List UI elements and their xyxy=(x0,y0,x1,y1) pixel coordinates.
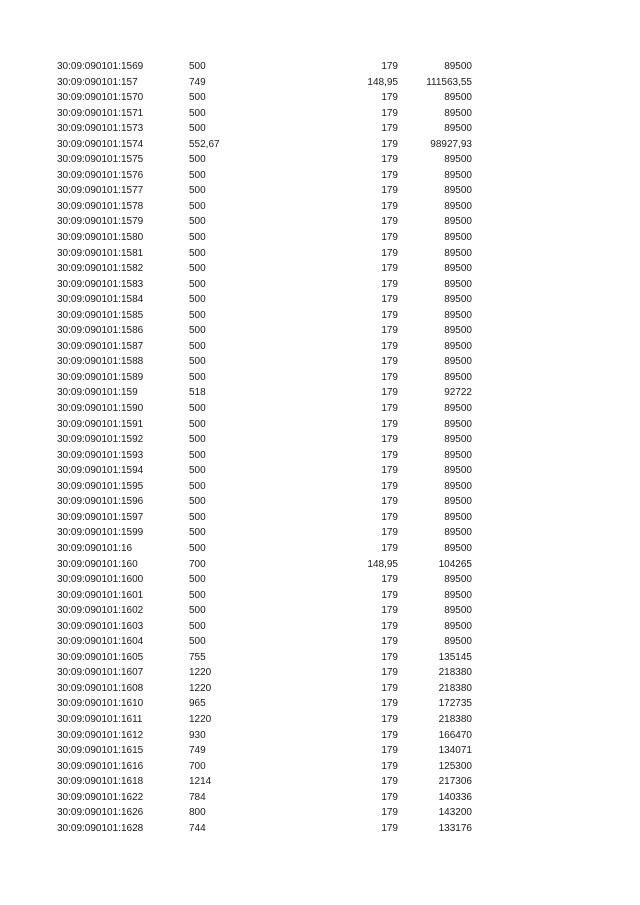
table-row xyxy=(0,650,640,666)
cadastral-number-cell: 30:09:090101:1611 xyxy=(57,713,143,725)
table-row xyxy=(0,199,640,215)
cadastral-number-cell: 30:09:090101:1577 xyxy=(57,185,144,197)
rate-cell: 179 xyxy=(381,154,398,166)
cadastral-number-cell: 30:09:090101:1626 xyxy=(57,807,144,819)
cadastral-number-cell: 30:09:090101:1599 xyxy=(57,527,144,539)
area-cell: 500 xyxy=(189,465,206,477)
area-cell: 500 xyxy=(189,61,206,72)
rate-cell: 179 xyxy=(381,729,398,741)
area-cell: 744 xyxy=(189,822,206,834)
total-cell: 89500 xyxy=(444,356,472,368)
table-row xyxy=(0,712,640,728)
area-cell: 755 xyxy=(189,651,206,663)
cadastral-number-cell: 30:09:090101:1586 xyxy=(57,325,144,337)
rate-cell: 179 xyxy=(381,667,398,679)
area-cell: 500 xyxy=(189,123,206,135)
rate-cell: 179 xyxy=(381,232,398,244)
area-cell: 500 xyxy=(189,542,206,554)
area-cell: 552,67 xyxy=(189,138,220,150)
total-cell: 89500 xyxy=(444,185,472,197)
table-row xyxy=(0,401,640,417)
total-cell: 140336 xyxy=(438,791,472,803)
area-cell: 500 xyxy=(189,605,206,617)
total-cell: 89500 xyxy=(444,232,472,244)
area-cell: 500 xyxy=(189,620,206,632)
rate-cell: 179 xyxy=(381,776,398,788)
area-cell: 500 xyxy=(189,589,206,601)
area-cell: 500 xyxy=(189,216,206,228)
table-row xyxy=(0,432,640,448)
rate-cell: 179 xyxy=(381,822,398,834)
cadastral-number-cell: 30:09:090101:1592 xyxy=(57,434,144,446)
table-row xyxy=(0,759,640,775)
table-row xyxy=(0,90,640,106)
cadastral-number-cell: 30:09:090101:1618 xyxy=(57,776,144,788)
total-cell: 89500 xyxy=(444,263,472,275)
table-row xyxy=(0,152,640,168)
area-cell: 500 xyxy=(189,263,206,275)
cadastral-number-cell: 30:09:090101:1581 xyxy=(57,247,144,259)
cadastral-number-cell: 30:09:090101:1602 xyxy=(57,605,144,617)
table-row xyxy=(0,75,640,91)
cadastral-number-cell: 30:09:090101:1578 xyxy=(57,200,144,212)
rate-cell: 179 xyxy=(381,791,398,803)
total-cell: 217306 xyxy=(438,776,472,788)
rate-cell: 179 xyxy=(381,434,398,446)
total-cell: 89500 xyxy=(444,247,472,259)
total-cell: 89500 xyxy=(444,496,472,508)
cadastral-number-cell: 30:09:090101:1574 xyxy=(57,138,144,150)
rate-cell: 179 xyxy=(381,309,398,321)
rate-cell: 179 xyxy=(381,107,398,119)
total-cell: 172735 xyxy=(438,698,472,710)
cadastral-number-cell: 30:09:090101:1590 xyxy=(57,403,144,415)
area-cell: 500 xyxy=(189,200,206,212)
area-cell: 749 xyxy=(189,76,206,88)
area-cell: 500 xyxy=(189,107,206,119)
table-row xyxy=(0,230,640,246)
rate-cell: 179 xyxy=(381,200,398,212)
rate-cell: 179 xyxy=(381,216,398,228)
cadastral-number-cell: 30:09:090101:1582 xyxy=(57,263,144,275)
total-cell: 89500 xyxy=(444,278,472,290)
rate-cell: 179 xyxy=(381,449,398,461)
table-row xyxy=(0,479,640,495)
spreadsheet-table xyxy=(0,59,640,836)
cadastral-number-cell: 30:09:090101:1588 xyxy=(57,356,144,368)
table-row xyxy=(0,277,640,293)
area-cell: 500 xyxy=(189,636,206,648)
area-cell: 500 xyxy=(189,169,206,181)
rate-cell: 179 xyxy=(381,620,398,632)
total-cell: 89500 xyxy=(444,574,472,586)
total-cell: 166470 xyxy=(438,729,472,741)
cadastral-number-cell: 30:09:090101:159 xyxy=(57,387,138,399)
table-row xyxy=(0,308,640,324)
total-cell: 89500 xyxy=(444,294,472,306)
total-cell: 104265 xyxy=(438,558,472,570)
total-cell: 218380 xyxy=(438,667,472,679)
total-cell: 89500 xyxy=(444,434,472,446)
table-row xyxy=(0,821,640,837)
rate-cell: 179 xyxy=(381,745,398,757)
area-cell: 500 xyxy=(189,232,206,244)
cadastral-number-cell: 30:09:090101:1605 xyxy=(57,651,144,663)
total-cell: 89500 xyxy=(444,511,472,523)
area-cell: 500 xyxy=(189,340,206,352)
rate-cell: 179 xyxy=(381,169,398,181)
area-cell: 500 xyxy=(189,278,206,290)
rate-cell: 179 xyxy=(381,123,398,135)
rate-cell: 179 xyxy=(381,527,398,539)
total-cell: 135145 xyxy=(438,651,472,663)
table-row xyxy=(0,137,640,153)
total-cell: 89500 xyxy=(444,542,472,554)
table-row xyxy=(0,572,640,588)
area-cell: 1220 xyxy=(189,667,212,679)
table-row xyxy=(0,634,640,650)
area-cell: 500 xyxy=(189,92,206,104)
total-cell: 218380 xyxy=(438,713,472,725)
rate-cell: 148,95 xyxy=(367,558,398,570)
area-cell: 500 xyxy=(189,247,206,259)
area-cell: 965 xyxy=(189,698,206,710)
cadastral-number-cell: 30:09:090101:1580 xyxy=(57,232,144,244)
total-cell: 89500 xyxy=(444,418,472,430)
area-cell: 500 xyxy=(189,325,206,337)
table-row xyxy=(0,790,640,806)
cadastral-number-cell: 30:09:090101:1570 xyxy=(57,92,144,104)
table-row xyxy=(0,339,640,355)
cadastral-number-cell: 30:09:090101:1585 xyxy=(57,309,144,321)
cadastral-number-cell: 30:09:090101:160 xyxy=(57,558,138,570)
table-row xyxy=(0,696,640,712)
area-cell: 500 xyxy=(189,309,206,321)
total-cell: 89500 xyxy=(444,169,472,181)
table-row xyxy=(0,681,640,697)
cadastral-number-cell: 30:09:090101:1591 xyxy=(57,418,144,430)
table-row xyxy=(0,728,640,744)
rate-cell: 179 xyxy=(381,574,398,586)
rate-cell: 179 xyxy=(381,403,398,415)
rate-cell: 179 xyxy=(381,185,398,197)
area-cell: 500 xyxy=(189,449,206,461)
total-cell: 89500 xyxy=(444,465,472,477)
table-row xyxy=(0,665,640,681)
rate-cell: 179 xyxy=(381,651,398,663)
total-cell: 89500 xyxy=(444,107,472,119)
rate-cell: 148,95 xyxy=(367,76,398,88)
rate-cell: 179 xyxy=(381,760,398,772)
table-row xyxy=(0,323,640,339)
area-cell: 500 xyxy=(189,356,206,368)
table-row xyxy=(0,525,640,541)
cadastral-number-cell: 30:09:090101:1579 xyxy=(57,216,144,228)
rate-cell: 179 xyxy=(381,278,398,290)
cadastral-number-cell: 30:09:090101:1569 xyxy=(57,61,144,72)
area-cell: 700 xyxy=(189,558,206,570)
rate-cell: 179 xyxy=(381,542,398,554)
cadastral-number-cell: 30:09:090101:1583 xyxy=(57,278,144,290)
cadastral-number-cell: 30:09:090101:1589 xyxy=(57,371,144,383)
total-cell: 134071 xyxy=(438,745,472,757)
total-cell: 89500 xyxy=(444,123,472,135)
table-row xyxy=(0,59,640,75)
table-row xyxy=(0,370,640,386)
table-row xyxy=(0,619,640,635)
table-row xyxy=(0,494,640,510)
cadastral-number-cell: 30:09:090101:1604 xyxy=(57,636,144,648)
table-row xyxy=(0,448,640,464)
total-cell: 125300 xyxy=(438,760,472,772)
total-cell: 89500 xyxy=(444,620,472,632)
area-cell: 500 xyxy=(189,434,206,446)
cadastral-number-cell: 30:09:090101:1615 xyxy=(57,745,144,757)
cadastral-number-cell: 30:09:090101:1612 xyxy=(57,729,144,741)
table-row xyxy=(0,168,640,184)
area-cell: 1220 xyxy=(189,713,212,725)
rate-cell: 179 xyxy=(381,480,398,492)
cadastral-number-cell: 30:09:090101:1610 xyxy=(57,698,144,710)
total-cell: 98927,93 xyxy=(430,138,472,150)
area-cell: 930 xyxy=(189,729,206,741)
total-cell: 89500 xyxy=(444,527,472,539)
rate-cell: 179 xyxy=(381,636,398,648)
total-cell: 133176 xyxy=(438,822,472,834)
rate-cell: 179 xyxy=(381,589,398,601)
area-cell: 500 xyxy=(189,185,206,197)
rate-cell: 179 xyxy=(381,340,398,352)
total-cell: 89500 xyxy=(444,636,472,648)
table-row xyxy=(0,214,640,230)
cadastral-number-cell: 30:09:090101:1575 xyxy=(57,154,144,166)
area-cell: 500 xyxy=(189,480,206,492)
area-cell: 500 xyxy=(189,371,206,383)
area-cell: 1214 xyxy=(189,776,212,788)
table-row xyxy=(0,121,640,137)
area-cell: 800 xyxy=(189,807,206,819)
cadastral-number-cell: 30:09:090101:1595 xyxy=(57,480,144,492)
rate-cell: 179 xyxy=(381,465,398,477)
total-cell: 89500 xyxy=(444,589,472,601)
total-cell: 143200 xyxy=(438,807,472,819)
rate-cell: 179 xyxy=(381,511,398,523)
table-row xyxy=(0,805,640,821)
rate-cell: 179 xyxy=(381,371,398,383)
total-cell: 89500 xyxy=(444,605,472,617)
cadastral-number-cell: 30:09:090101:1622 xyxy=(57,791,144,803)
table-row xyxy=(0,557,640,573)
table-row xyxy=(0,246,640,262)
table-row xyxy=(0,588,640,604)
rate-cell: 179 xyxy=(381,387,398,399)
area-cell: 500 xyxy=(189,154,206,166)
table-row xyxy=(0,541,640,557)
rate-cell: 179 xyxy=(381,325,398,337)
area-cell: 518 xyxy=(189,387,206,399)
rate-cell: 179 xyxy=(381,92,398,104)
cadastral-number-cell: 30:09:090101:1603 xyxy=(57,620,144,632)
table-row xyxy=(0,106,640,122)
cadastral-number-cell: 30:09:090101:1593 xyxy=(57,449,144,461)
area-cell: 500 xyxy=(189,294,206,306)
cadastral-number-cell: 30:09:090101:1596 xyxy=(57,496,144,508)
cadastral-number-cell: 30:09:090101:1571 xyxy=(57,107,144,119)
cadastral-number-cell: 30:09:090101:1597 xyxy=(57,511,144,523)
table-row xyxy=(0,463,640,479)
table-row xyxy=(0,743,640,759)
table-row xyxy=(0,510,640,526)
area-cell: 500 xyxy=(189,574,206,586)
cadastral-number-cell: 30:09:090101:1573 xyxy=(57,123,144,135)
area-cell: 500 xyxy=(189,511,206,523)
area-cell: 1220 xyxy=(189,682,212,694)
total-cell: 89500 xyxy=(444,92,472,104)
rate-cell: 179 xyxy=(381,698,398,710)
total-cell: 89500 xyxy=(444,340,472,352)
cadastral-number-cell: 30:09:090101:1594 xyxy=(57,465,144,477)
rate-cell: 179 xyxy=(381,247,398,259)
rate-cell: 179 xyxy=(381,807,398,819)
area-cell: 749 xyxy=(189,745,206,757)
cadastral-number-cell: 30:09:090101:1628 xyxy=(57,822,144,834)
rate-cell: 179 xyxy=(381,138,398,150)
rate-cell: 179 xyxy=(381,61,398,72)
rate-cell: 179 xyxy=(381,294,398,306)
total-cell: 89500 xyxy=(444,403,472,415)
rate-cell: 179 xyxy=(381,356,398,368)
area-cell: 500 xyxy=(189,496,206,508)
cadastral-number-cell: 30:09:090101:1584 xyxy=(57,294,144,306)
cadastral-number-cell: 30:09:090101:1587 xyxy=(57,340,144,352)
rate-cell: 179 xyxy=(381,496,398,508)
total-cell: 89500 xyxy=(444,61,472,72)
table-row xyxy=(0,292,640,308)
table-row xyxy=(0,774,640,790)
area-cell: 784 xyxy=(189,791,206,803)
total-cell: 89500 xyxy=(444,325,472,337)
total-cell: 89500 xyxy=(444,480,472,492)
area-cell: 500 xyxy=(189,403,206,415)
total-cell: 218380 xyxy=(438,682,472,694)
total-cell: 89500 xyxy=(444,371,472,383)
area-cell: 500 xyxy=(189,418,206,430)
total-cell: 89500 xyxy=(444,309,472,321)
table-row xyxy=(0,183,640,199)
table-row xyxy=(0,385,640,401)
table-row xyxy=(0,417,640,433)
area-cell: 500 xyxy=(189,527,206,539)
cadastral-number-cell: 30:09:090101:1616 xyxy=(57,760,144,772)
table-row xyxy=(0,603,640,619)
total-cell: 89500 xyxy=(444,449,472,461)
table-row xyxy=(0,261,640,277)
rate-cell: 179 xyxy=(381,682,398,694)
total-cell: 111563,55 xyxy=(426,76,472,88)
cadastral-number-cell: 30:09:090101:1607 xyxy=(57,667,144,679)
rate-cell: 179 xyxy=(381,605,398,617)
cadastral-number-cell: 30:09:090101:157 xyxy=(57,76,138,88)
cadastral-number-cell: 30:09:090101:1576 xyxy=(57,169,144,181)
total-cell: 89500 xyxy=(444,200,472,212)
cadastral-number-cell: 30:09:090101:1600 xyxy=(57,574,144,586)
total-cell: 89500 xyxy=(444,216,472,228)
rate-cell: 179 xyxy=(381,418,398,430)
area-cell: 700 xyxy=(189,760,206,772)
table-row xyxy=(0,354,640,370)
cadastral-number-cell: 30:09:090101:16 xyxy=(57,542,133,554)
total-cell: 89500 xyxy=(444,154,472,166)
cadastral-number-cell: 30:09:090101:1608 xyxy=(57,682,144,694)
rate-cell: 179 xyxy=(381,713,398,725)
total-cell: 92722 xyxy=(444,387,472,399)
cadastral-number-cell: 30:09:090101:1601 xyxy=(57,589,144,601)
rate-cell: 179 xyxy=(381,263,398,275)
